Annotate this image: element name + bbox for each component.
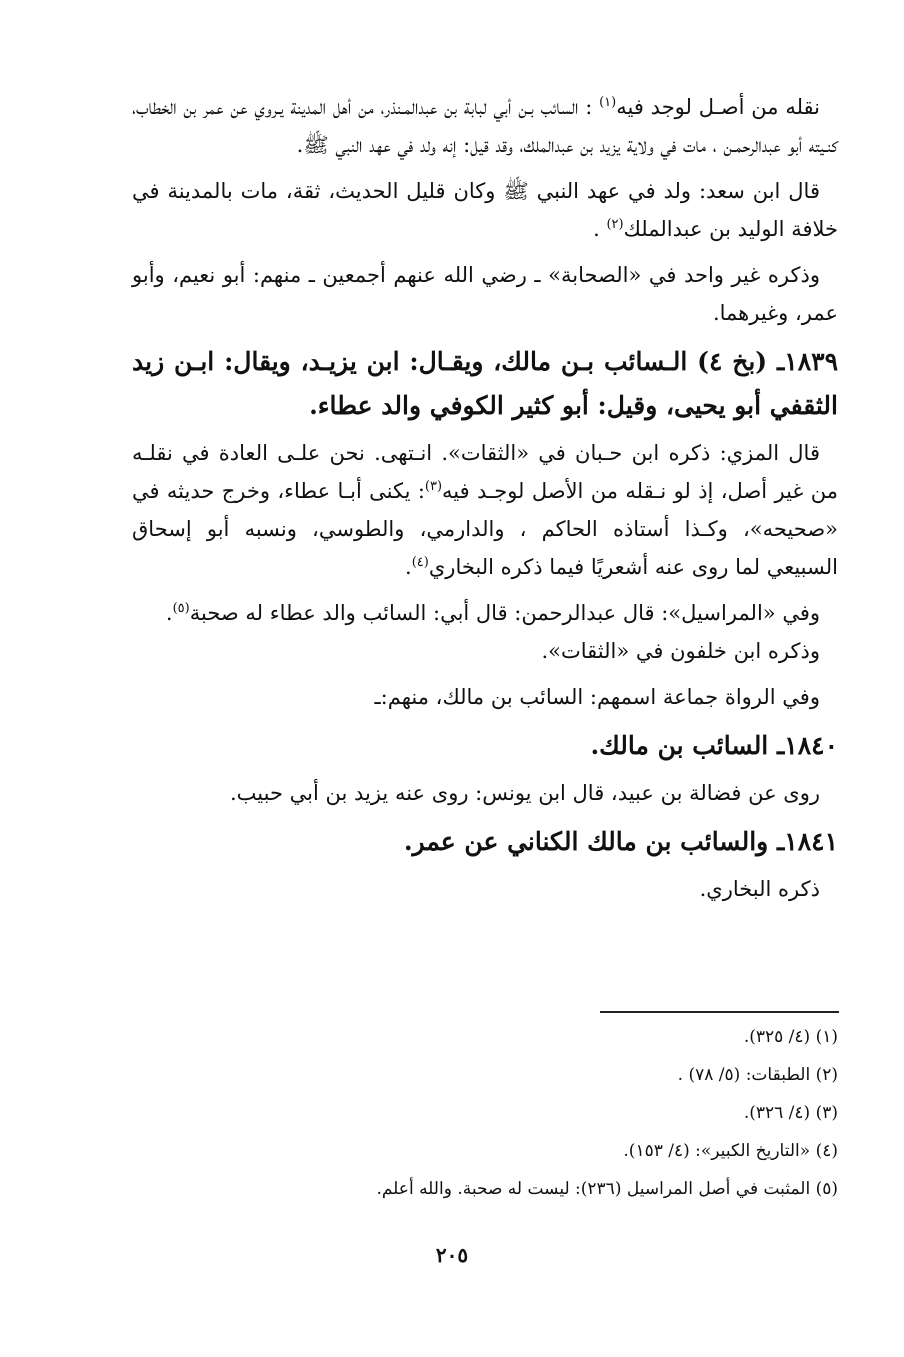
footnote-2: (٢) الطبقات: (٥/ ٧٨) . xyxy=(677,1065,838,1085)
paragraph-narrators: وفي الرواة جماعة اسمهم: السائب بن مالك، منهم:ـ xyxy=(374,685,820,709)
footnote-ref-3: (٣) xyxy=(424,479,443,494)
text-span: قال المزي: ذكره ابن حـبان في «الثقات». انـتهى. نحن علـى العادة في نقلـه من غير أصل، إذ لو نـقله من الأصل لوجـد فيه xyxy=(132,441,838,503)
footnote-5: (٥) المثبت في أصل المراسيل (٢٣٦): ليست له صحبة. والله أعلم. xyxy=(376,1179,838,1199)
footnote-1: (١) (٤/ ٣٢٥). xyxy=(743,1027,838,1047)
paragraph-fadala: روى عن فضالة بن عبيد، قال ابن يونس: روى عنه يزيد بن أبي حبيب. xyxy=(229,781,820,805)
text-span: : يكنى أبـا عطاء، وخرج حديثه في «صحيحه»، وكـذا أستاذه الحاكم ، والدارمي، والطوسي، ونسبه أبو إسحاق السبيعي لما روى عنه أشعريًا فيما ذكره البخاري xyxy=(132,479,838,579)
text-span: . xyxy=(405,555,412,579)
footnote-divider xyxy=(600,1011,839,1013)
footnote-ref-4: (٤) xyxy=(411,555,429,570)
paragraph-ibn-khalfun: وذكره ابن خلفون في «الثقات». xyxy=(541,639,820,663)
footnote-4: (٤) «التاريخ الكبير»: (٤/ ١٥٣). xyxy=(623,1141,838,1161)
main-text xyxy=(132,88,838,916)
footnotes xyxy=(250,1018,838,1208)
text-span: قال ابن سعد: ولد في عهد النبي ﷺ وكان قليل الحديث، ثقة، مات بالمدينة في خلافة الوليد بن عبدالملك xyxy=(132,179,838,241)
paragraph-ibn-saad xyxy=(132,172,838,248)
page-number: ٢٠٥ xyxy=(435,1243,469,1267)
text-span: نقله من أصـل لوجد فيه xyxy=(616,95,820,119)
paragraph-bukhari: ذكره البخاري. xyxy=(699,877,820,901)
footnote-ref-1: (١) xyxy=(599,95,617,110)
paragraph-al-saib-ibn-abi-lubaba xyxy=(132,88,838,164)
paragraph-sahaba: وذكره غير واحد في «الصحابة» ـ رضي الله عنهم أجمعين ـ منهم: أبو نعيم، وأبو عمر، وغيرهما. xyxy=(132,263,838,325)
text-span: . xyxy=(593,217,607,241)
footnote-3: (٣) (٤/ ٣٢٦). xyxy=(743,1103,838,1123)
text-span: . xyxy=(165,601,173,625)
entry-heading-1840: ١٨٤٠ـ السائب بن مالك. xyxy=(590,731,838,760)
paragraph-al-mizzi xyxy=(132,434,838,586)
entry-heading-1841: ١٨٤١ـ والسائب بن مالك الكناني عن عمر. xyxy=(403,827,838,856)
paragraph-marasil xyxy=(132,594,838,632)
footnote-ref-5: (٥) xyxy=(172,601,190,616)
footnote-ref-2: (٢) xyxy=(606,217,624,232)
text-span: : السائب بـن أبي لبابة بن عبدالمـنذر، من أهل المدينة يـروي عن عمر بن الخطاب، كنـيته أبو عبدالرحمـن ، مات في ولاية يزيد بن عبدالملك، وقد قيل: إنه ولد في عهد النبي ﷺ. xyxy=(132,95,838,157)
entry-heading-1839: ١٨٣٩ـ (بخ ٤) الـسائب بـن مالك، ويقـال: ابن يزيـد، ويقال: ابـن زيد الثقفي أبو يحيى، وقيل: أبو كثير الكوفي والد عطاء. xyxy=(132,347,838,420)
text-span: وفي «المراسيل»: قال عبدالرحمن: قال أبي: السائب والد عطاء له صحبة xyxy=(189,601,820,625)
